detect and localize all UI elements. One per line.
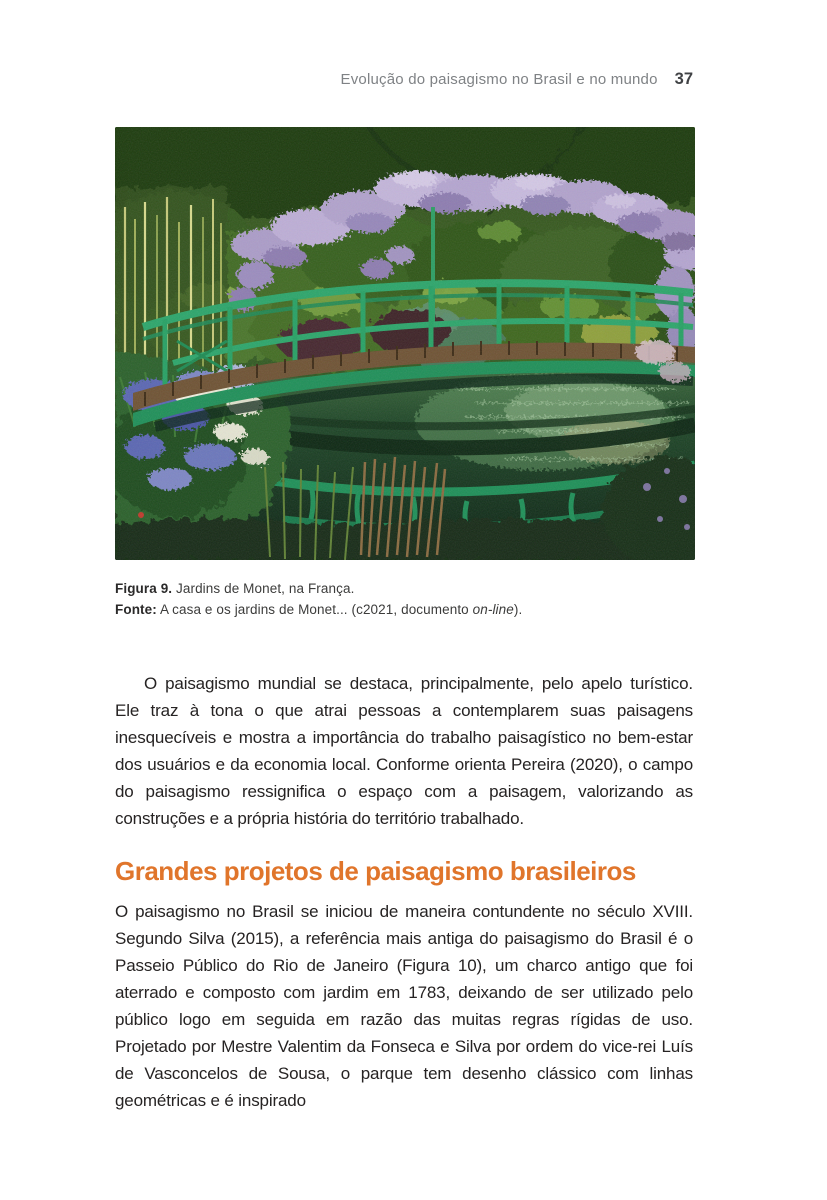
- monet-garden-photo: [115, 127, 695, 560]
- caption-line: Figura 9. Jardins de Monet, na França.: [115, 581, 355, 596]
- running-title: Evolução do paisagismo no Brasil e no mundo: [340, 71, 658, 88]
- photo-grain: [115, 127, 695, 560]
- source-label: Fonte:: [115, 601, 157, 617]
- monet-garden-illustration: [115, 127, 695, 560]
- caption-label: Figura 9.: [115, 581, 173, 596]
- paragraph-world-landscaping: O paisagismo mundial se destaca, principalmente, pelo apelo turístico. Ele traz à tona o que atrai pessoas a contemplarem suas paisagens inesquecíveis e mostra a importância do trabalho paisagístico no bem-estar dos usuários e da economia local. Conforme orienta Pereira (2020), o campo do paisagismo ressignifica o espaço com a paisagem, valorizando as construções e a própria história do território trabalhado.: [115, 674, 693, 828]
- figure-caption: [115, 579, 695, 620]
- source-italic: on-line: [472, 601, 514, 617]
- section-heading: Grandes projetos de paisagismo brasileiros: [115, 856, 636, 886]
- paragraph-brazil-landscaping: O paisagismo no Brasil se iniciou de maneira contundente no século XVIII. Segundo Silva (2015), a referência mais antiga do paisagismo do Brasil é o Passeio Público do Rio de Janeiro (Figura 10), um charco antigo que foi aterrado e composto com jardim em 1783, deixando de ser utilizado pelo público logo em seguida em razão das muitas regras rígidas de uso. Projetado por Mestre Valentim da Fonseca e Silva por ordem do vice-rei Luís de Vasconcelos de Sousa, o parque tem desenho clássico com linhas geométricas e é inspirado: [115, 902, 693, 1110]
- figure-9: [115, 127, 695, 620]
- page-number: 37: [674, 70, 693, 88]
- source-line: Fonte: A casa e os jardins de Monet... (c2021, documento on-line).: [115, 601, 523, 617]
- page-header: [115, 70, 693, 89]
